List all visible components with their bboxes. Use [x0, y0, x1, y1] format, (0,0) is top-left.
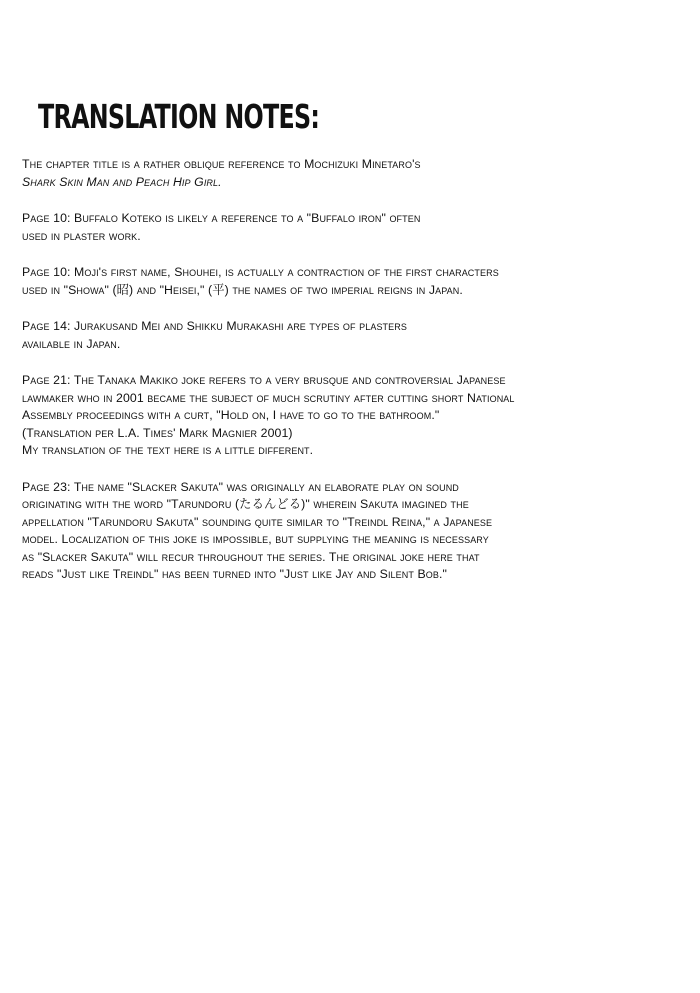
note-paragraph [22, 264, 662, 299]
note-line: Shark Skin Man and Peach Hip Girl. [22, 174, 222, 189]
note-line: lawmaker who in 2001 became the subject of much scrutiny after cutting short National [22, 390, 515, 405]
note-line: reads "Just like Treindl" has been turned into "Just like Jay and Silent Bob." [22, 567, 447, 581]
note-line: My translation of the text here is a little different. [22, 443, 314, 457]
note-line: (Translation per L.A. Times' Mark Magnier 2001) [22, 425, 293, 440]
note-line: Page 10: Buffalo Koteko is likely a reference to a "Buffalo iron" often [22, 211, 421, 225]
notes-body [22, 156, 662, 603]
page-title: TRANSLATION NOTES: [38, 97, 320, 136]
note-line: Page 23: The name "Slacker Sakuta" was originally an elaborate play on sound [22, 479, 459, 494]
note-line: model. Localization of this joke is impossible, but supplying the meaning is necessary [22, 532, 489, 546]
note-line: Page 21: The Tanaka Makiko joke refers to a very brusque and controversial Japanese [22, 373, 506, 387]
note-paragraph [22, 210, 662, 245]
note-paragraph [22, 318, 662, 353]
note-line: appellation "Tarundoru Sakuta" sounding quite similar to "Treindl Reina," a Japanese [22, 514, 493, 529]
note-line: Page 14: Jurakusand Mei and Shikku Murakashi are types of plasters [22, 319, 407, 333]
note-paragraph [22, 372, 662, 460]
note-line: as "Slacker Sakuta" will recur throughout the series. The original joke here that [22, 549, 480, 564]
note-line: used in "Showa" (昭) and "Heisei," (平) the names of two imperial reigns in Japan. [22, 282, 463, 297]
note-line: used in plaster work. [22, 228, 141, 243]
note-line: Assembly proceedings with a curt, "Hold on, I have to go to the bathroom." [22, 408, 440, 422]
note-paragraph [22, 479, 662, 584]
note-line: The chapter title is a rather oblique reference to Mochizuki Minetaro's [22, 157, 421, 171]
note-line: Page 10: Moji's first name, Shouhei, is actually a contraction of the first characters [22, 265, 499, 279]
note-line: originating with the word "Tarundoru (たるんどる)" wherein Sakuta imagined the [22, 497, 469, 511]
note-paragraph [22, 156, 662, 191]
note-line: available in Japan. [22, 336, 121, 351]
